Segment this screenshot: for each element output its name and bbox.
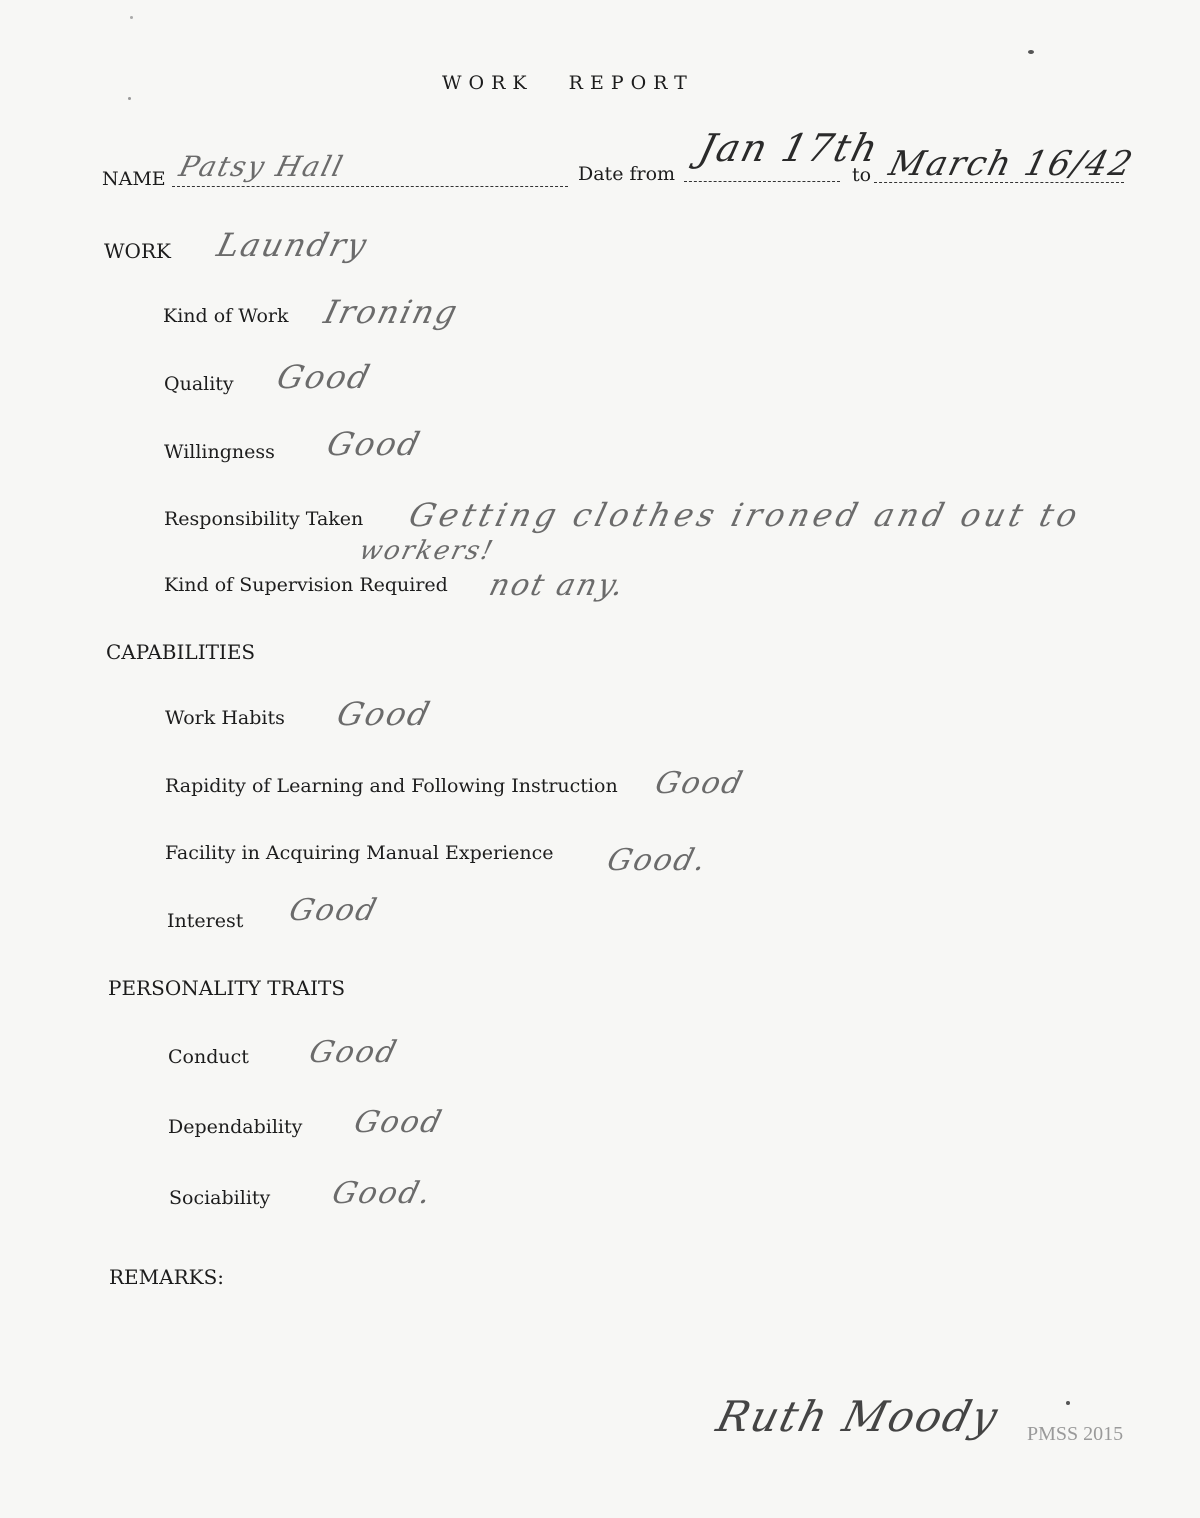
work-habits-value: Good bbox=[333, 695, 436, 733]
dependability-value: Good bbox=[350, 1105, 447, 1140]
work-habits-label: Work Habits bbox=[165, 707, 285, 729]
work-section-label: WORK bbox=[104, 239, 171, 263]
work-value: Laundry bbox=[213, 226, 373, 264]
archive-stamp: PMSS 2015 bbox=[1027, 1423, 1124, 1445]
sociability-label: Sociability bbox=[169, 1187, 271, 1209]
dependability-label: Dependability bbox=[168, 1116, 303, 1138]
conduct-value: Good bbox=[305, 1035, 402, 1070]
interest-value: Good bbox=[285, 893, 382, 928]
responsibility-value-line2: workers! bbox=[356, 536, 498, 566]
date-to-value: March 16/42 bbox=[885, 144, 1139, 184]
page-title: WORK REPORT bbox=[442, 72, 694, 94]
willingness-label: Willingness bbox=[164, 441, 275, 463]
interest-label: Interest bbox=[167, 910, 244, 932]
facility-value: Good. bbox=[603, 843, 712, 878]
capabilities-section-label: CAPABILITIES bbox=[106, 640, 256, 664]
facility-label: Facility in Acquiring Manual Experience bbox=[165, 842, 554, 864]
responsibility-value-line1: Getting clothes ironed and out to bbox=[405, 496, 1086, 534]
scan-speck bbox=[128, 97, 131, 100]
scan-speck bbox=[1028, 50, 1034, 54]
date-from-line bbox=[684, 181, 840, 182]
quality-value: Good bbox=[273, 358, 376, 396]
quality-label: Quality bbox=[164, 373, 234, 395]
name-value: Patsy Hall bbox=[175, 150, 348, 183]
date-from-value: Jan 17th bbox=[694, 126, 885, 170]
conduct-label: Conduct bbox=[168, 1046, 249, 1068]
signature: Ruth Moody bbox=[711, 1392, 1005, 1441]
supervision-value: not any. bbox=[485, 568, 630, 603]
name-line bbox=[172, 186, 568, 187]
kind-of-work-value: Ironing bbox=[320, 293, 463, 331]
rapidity-value: Good bbox=[651, 766, 748, 801]
responsibility-label: Responsibility Taken bbox=[164, 508, 364, 530]
personality-section-label: PERSONALITY TRAITS bbox=[108, 976, 346, 1000]
date-from-label: Date from bbox=[578, 163, 676, 185]
supervision-label: Kind of Supervision Required bbox=[164, 574, 448, 596]
scan-speck bbox=[1066, 1401, 1070, 1405]
to-label: to bbox=[852, 164, 872, 186]
remarks-label: REMARKS: bbox=[109, 1265, 225, 1289]
scan-speck bbox=[130, 16, 133, 19]
willingness-value: Good bbox=[323, 425, 426, 463]
rapidity-label: Rapidity of Learning and Following Instruction bbox=[165, 775, 618, 797]
name-label: NAME bbox=[102, 168, 166, 190]
kind-of-work-label: Kind of Work bbox=[163, 305, 289, 327]
sociability-value: Good. bbox=[328, 1176, 437, 1211]
